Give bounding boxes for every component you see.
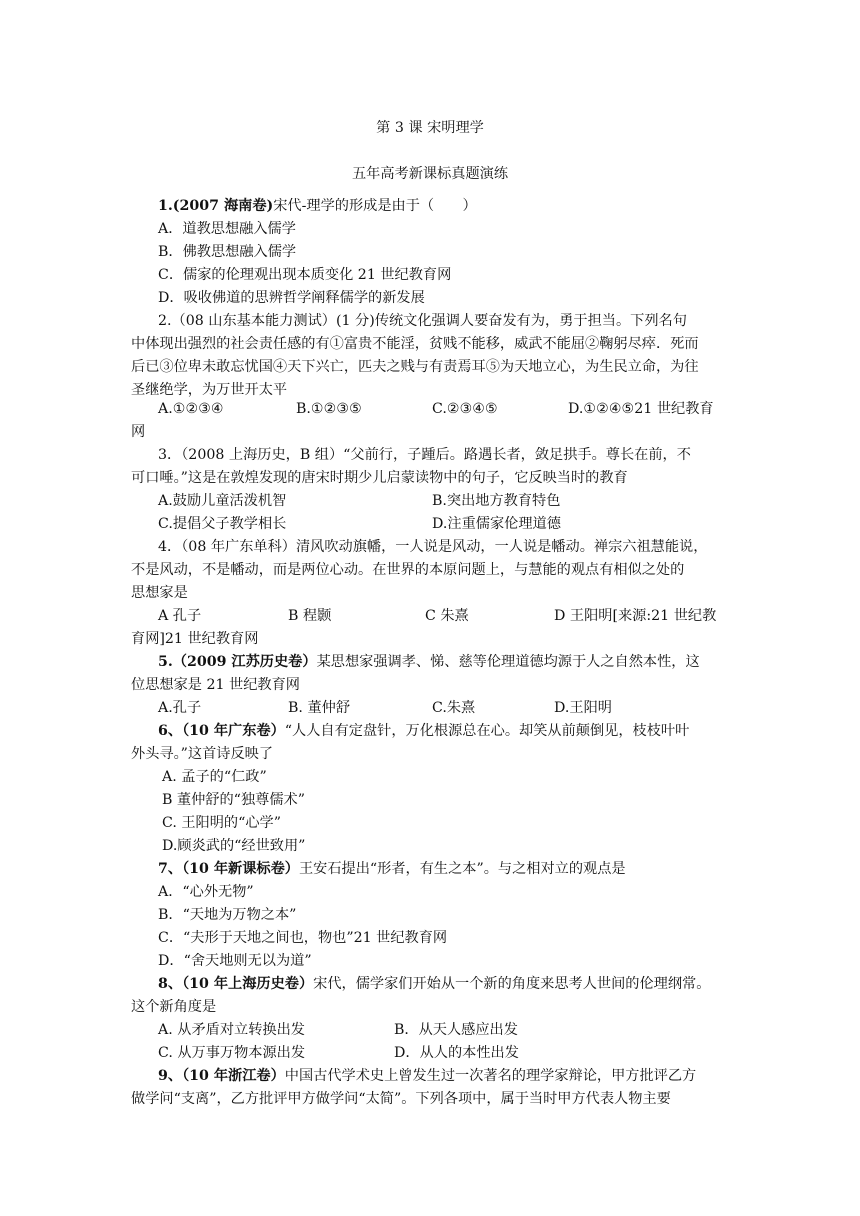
question-1-option-d: D．吸收佛道的思辨哲学阐释儒学的新发展 [158, 290, 425, 306]
question-8-line-2: 这个新角度是 [131, 999, 217, 1015]
question-2-option-b: B.①②③⑤ [296, 401, 362, 417]
question-1-option-b: B．佛教思想融入儒学 [158, 244, 297, 260]
question-2-line-2: 中体现出强烈的社会责任感的有①富贵不能淫，贫贱不能移，威武不能屈②鞠躬尽瘁．死而 [131, 336, 699, 352]
question-7-option-a: A．“心外无物” [158, 884, 254, 900]
question-5-option-c: C.朱熹 [432, 700, 476, 716]
question-9-line-2: 做学问“支离”，乙方批评甲方做学问“太简”。下列各项中，属于当时甲方代表人物主要 [131, 1091, 671, 1107]
question-4-tail: 育网]21 世纪教育网 [131, 631, 259, 647]
question-3-option-d: D.注重儒家伦理道德 [432, 516, 561, 532]
question-3-option-a: A.鼓励儿童活泼机智 [158, 493, 287, 509]
question-4-option-a: A 孔子 [158, 608, 202, 624]
section-subtitle: 五年高考新课标真题演练 [351, 166, 509, 182]
question-8-option-b: B．从天人感应出发 [394, 1022, 518, 1038]
question-2-option-d: D.①②④⑤21 世纪教育 [568, 401, 714, 417]
question-5-option-a: A.孔子 [158, 700, 202, 716]
question-8-stem: 8、（10 年上海历史卷）宋代，儒学家们开始从一个新的角度来思考人世间的伦理纲常。 [158, 976, 711, 992]
question-4-option-b: B 程颢 [288, 608, 332, 624]
question-1-source: 1.(2007 海南卷) [158, 198, 274, 214]
question-6-option-b: B 董仲舒的“独尊儒术” [162, 792, 305, 808]
question-2-option-c: C.②③④⑤ [432, 401, 498, 417]
question-2-line-1: 2.（08 山东基本能力测试）(1 分)传统文化强调人要奋发有为，勇于担当。下列名句 [158, 313, 687, 329]
question-9-stem: 9、（10 年浙江卷）中国古代学术史上曾发生过一次著名的理学家辩论，甲方批评乙方 [158, 1068, 697, 1084]
question-4-option-c: C 朱熹 [425, 608, 469, 624]
question-4-option-d: D 王阳明[来源:21 世纪教 [554, 608, 717, 624]
question-8-option-c: C. 从万事万物本源出发 [158, 1045, 306, 1061]
question-8-option-a: A. 从矛盾对立转换出发 [158, 1022, 305, 1038]
question-5-option-d: D.王阳明 [554, 700, 612, 716]
question-2-option-a: A.①②③④ [158, 401, 224, 417]
question-6-option-d: D.顾炎武的“经世致用” [162, 838, 306, 854]
question-6-option-a: A. 孟子的“仁政” [162, 769, 267, 785]
question-8-option-d: D．从人的本性出发 [394, 1045, 519, 1061]
question-3-line-2: 可口唾。”这是在敦煌发现的唐宋时期少儿启蒙读物中的句子，它反映当时的教育 [131, 470, 628, 486]
question-7-option-d: D．“舍天地则无以为道” [158, 953, 312, 969]
question-4-line-3: 思想家是 [131, 585, 188, 601]
lesson-title: 第 3 课 宋明理学 [376, 120, 484, 136]
question-6-stem: 6、（10 年广东卷）“人人自有定盘针，万化根源总在心。却笑从前颠倒见，枝枝叶叶 [158, 723, 690, 739]
question-5-option-b: B. 董仲舒 [288, 700, 351, 716]
question-1-stem: 1.(2007 海南卷)宋代-理学的形成是由于（ ） [158, 198, 477, 214]
question-7-stem: 7、（10 年新课标卷）王安石提出“形者，有生之本”。与之相对立的观点是 [158, 861, 626, 877]
question-2-line-4: 圣继绝学，为万世开太平 [131, 382, 288, 398]
question-3-option-c: C.提倡父子教学相长 [158, 516, 287, 532]
question-2-line-3: 后已③位卑未敢忘忧国④天下兴亡，匹夫之贱与有责焉耳⑤为天地立心，为生民立命，为往 [131, 359, 699, 375]
question-6-option-c: C. 王阳明的“心学” [162, 815, 282, 831]
question-4-line-1: 4．（08 年广东单科）清风吹动旗幡，一人说是风动，一人说是幡动。禅宗六祖慧能说， [158, 539, 708, 555]
question-2-tail: 网 [131, 424, 146, 440]
question-3-line-1: 3．（2008 上海历史，B 组）“父前行，子踵后。路遇长者，敛足拱手。尊长在前，不 [158, 447, 691, 463]
question-7-option-c: C．“夫形于天地之间也，物也”21 世纪教育网 [158, 930, 448, 946]
question-3-option-b: B.突出地方教育特色 [432, 493, 561, 509]
question-1-option-a: A．道教思想融入儒学 [158, 221, 296, 237]
question-7-option-b: B．“天地为万物之本” [158, 907, 297, 923]
question-1-option-c: C．儒家的伦理观出现本质变化 21 世纪教育网 [158, 267, 452, 283]
question-4-line-2: 不是风动，不是幡动，而是两位心动。在世界的本原问题上，与慧能的观点有相似之处的 [131, 562, 685, 578]
question-6-source: 6、（10 年广东卷） [158, 723, 285, 739]
question-6-line-2: 外头寻。”这首诗反映了 [131, 746, 274, 762]
question-9-source: 9、（10 年浙江卷） [158, 1068, 285, 1084]
question-7-source: 7、（10 年新课标卷） [158, 861, 299, 877]
question-5-source: 5.（2009 江苏历史卷） [158, 654, 317, 670]
question-8-source: 8、（10 年上海历史卷） [158, 976, 314, 992]
question-5-line-2: 位思想家是 21 世纪教育网 [131, 677, 300, 693]
question-5-stem: 5.（2009 江苏历史卷）某思想家强调孝、悌、慈等伦理道德均源于人之自然本性，这 [158, 654, 700, 670]
